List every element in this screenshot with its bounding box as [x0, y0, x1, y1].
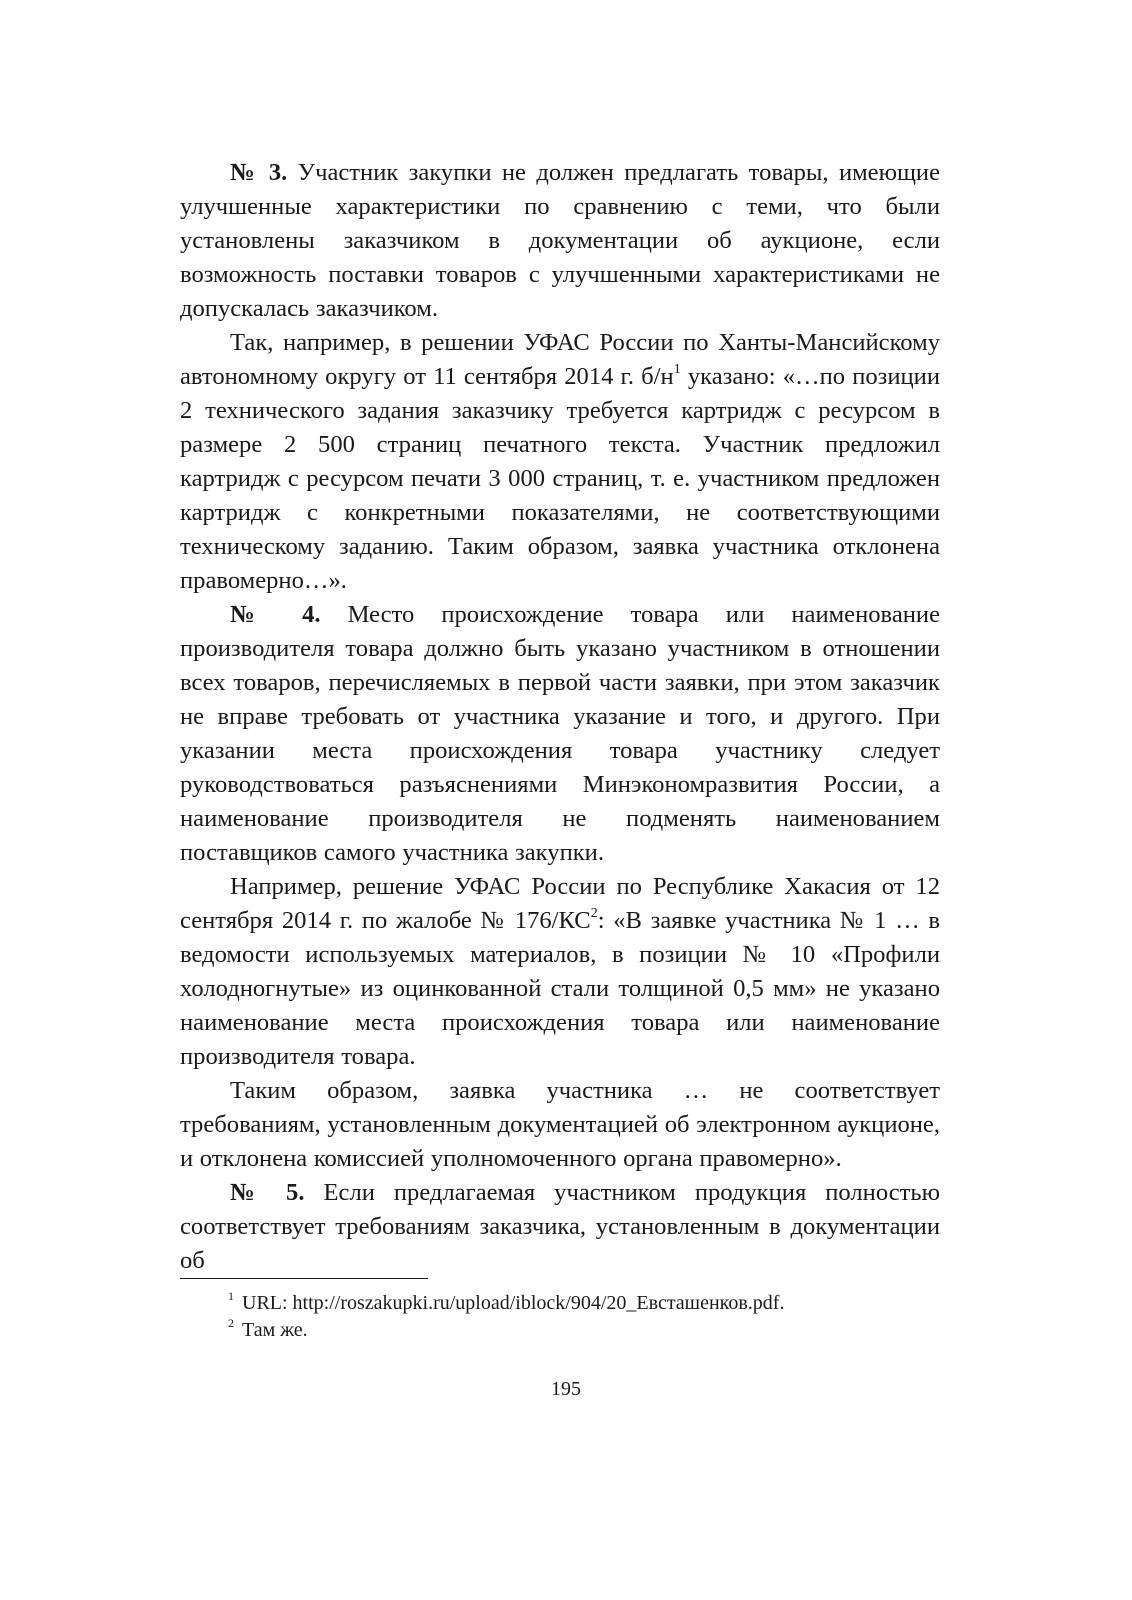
page-body: [180, 156, 940, 1278]
paragraph-text: указано: «…по позиции 2 технического задания заказчику требуется картридж с ресурсом в размере 2 500 страниц печатного текста. Участник предложил картридж с ресурсом печати 3 000 страниц, т. е. участником предложен картридж с конкретными показателями, не соответствующими техническому заданию. Таким образом, заявка участника отклонена правомерно…».: [180, 363, 941, 594]
paragraph-item-5: [180, 1176, 940, 1278]
paragraph-text: Например, решение УФАС России по Республике Хакасия от 12 сентября 2014 г. по жалобе № 176/КС: [180, 873, 940, 934]
paragraph-conclusion: [180, 1074, 940, 1176]
paragraph-example-khakassia: [180, 870, 940, 1074]
paragraph-example-khanty-mansiysk: [180, 326, 940, 598]
footnote-ref[interactable]: 2: [590, 905, 598, 921]
footnote-ref[interactable]: 1: [673, 361, 681, 377]
paragraph-item-4: [180, 598, 940, 870]
paragraph-text: Таким образом, заявка участника … не соответствует требованиям, установленным документацией об электронном аукционе, и отклонена комиссией уполномоченного органа правомерно».: [180, 1077, 940, 1172]
footnote-2: [228, 1317, 928, 1344]
paragraph-text: : «В заявке участника № 1 … в ведомости используемых материалов, в позиции № 10 «Профили холодногнутые» из оцинкованной стали толщиной 0,5 мм» не указано наименование места происхождения товара или наименование производителя товара.: [180, 907, 940, 1070]
footnote-1: [228, 1290, 928, 1317]
paragraph-text: Место происхождение товара или наименование производителя товара должно быть указано участником в отношении всех товаров, перечисляемых в первой части заявки, при этом заказчик не вправе требовать от участника указание и того, и другого. При указании места происхождения товара участнику следует руководствоваться разъяснениями Минэкономразвития России, а наименование производителя не подменять наименованием поставщиков самого участника закупки.: [180, 601, 941, 866]
paragraph-text: Если предлагаемая участником продукция полностью соответствует требованиям заказчика, установленным в документации об: [180, 1179, 940, 1274]
footnote-text: URL: http://roszakupki.ru/upload/iblock/904/20_Евсташенков.pdf.: [237, 1292, 785, 1314]
page-number: 195: [551, 1378, 581, 1400]
footnote-divider: [180, 1278, 428, 1279]
paragraph-text: Участник закупки не должен предлагать товары, имеющие улучшенные характеристики по сравнению с теми, что были установлены заказчиком в документации об аукционе, если возможность поставки товаров с улучшенными характеристиками не допускалась заказчиком.: [180, 159, 940, 322]
paragraph-text: Так, например, в решении УФАС России по Ханты-Мансийскому автономному округу от 11 сентября 2014 г. б/н: [180, 329, 940, 390]
footnote-number: 1: [228, 1289, 234, 1304]
footnotes: [228, 1290, 928, 1344]
item-number: № 4.: [230, 601, 321, 628]
item-number: № 3.: [230, 159, 288, 186]
footnote-text: Там же.: [237, 1319, 308, 1341]
item-number: № 5.: [230, 1179, 305, 1206]
footnote-number: 2: [228, 1316, 234, 1331]
paragraph-item-3: [180, 156, 940, 326]
